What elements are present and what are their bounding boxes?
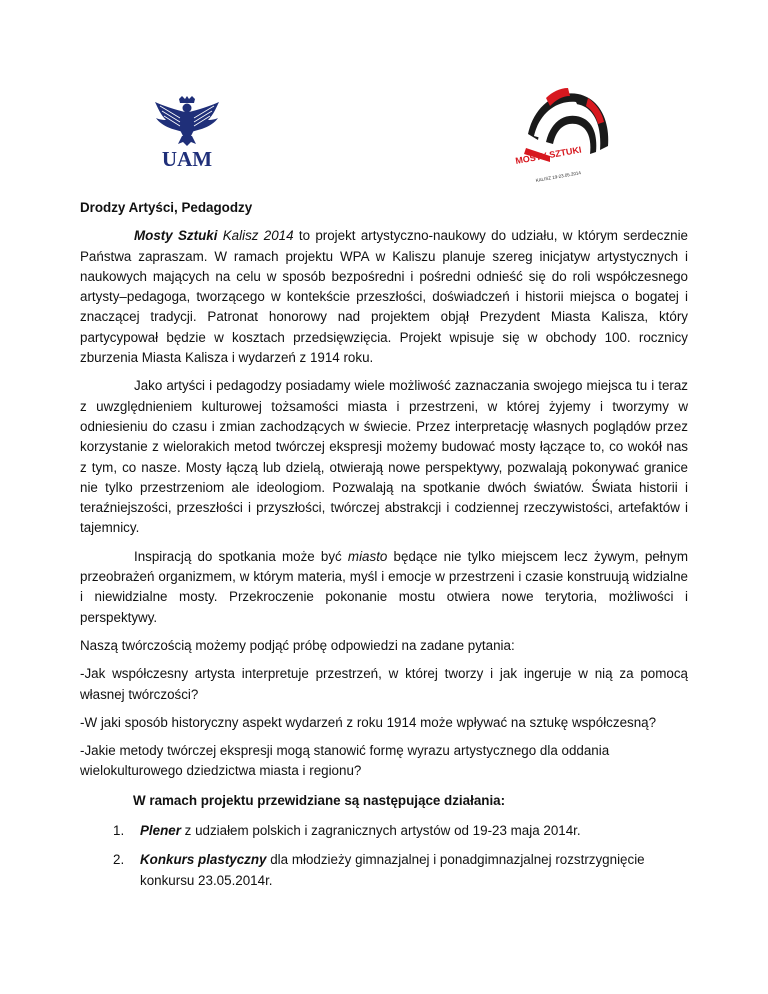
list-item-text: dla młodzieży gimnazjalnej i ponadgimnazjalnej rozstrzygnięcie konkursu 23.05.2014r. bbox=[140, 852, 645, 888]
inspiration-italic-word: miasto bbox=[347, 548, 388, 564]
actions-heading: W ramach projektu przewidziane są następujące działania: bbox=[133, 792, 506, 808]
inspiration-text-before: Inspiracją do spotkania może być bbox=[134, 548, 348, 564]
paragraph-questions-intro: Naszą twórczością możemy podjąć próbę odpowiedzi na zadane pytania: bbox=[80, 637, 515, 653]
list-item-text: z udziałem polskich i zagranicznych artystów od 19-23 maja 2014r. bbox=[180, 823, 581, 839]
question-1: -Jak współczesny artysta interpretuje przestrzeń, w której tworzy i jak ingeruje w nią za pomocą własnej twórczości? bbox=[80, 666, 688, 702]
paragraph-intro bbox=[80, 226, 688, 368]
project-title: Mosty Sztuki bbox=[134, 228, 218, 244]
list-item-bold: Konkurs plastyczny bbox=[140, 852, 267, 868]
question-2: -W jaki sposób historyczny aspekt wydarzeń z roku 1914 może wpływać na sztukę współczesną? bbox=[80, 714, 657, 730]
actions-list bbox=[80, 821, 688, 891]
mosty-sztuki-logo bbox=[506, 84, 618, 190]
uam-eagle-logo bbox=[152, 96, 222, 168]
list-item-bold: Plener bbox=[140, 823, 181, 839]
list-item-number: 1. bbox=[113, 823, 125, 839]
uam-logo-text: UAM bbox=[161, 147, 213, 168]
letter-body bbox=[80, 198, 688, 900]
list-item bbox=[80, 821, 688, 841]
greeting: Drodzy Artyści, Pedagodzy bbox=[80, 200, 253, 215]
list-item-number: 2. bbox=[113, 852, 125, 868]
mosty-logo-subtext: KALISZ 19-23.05.2014 bbox=[535, 170, 582, 183]
inspiration-text-after: będące nie tylko miejscem lecz żywym, pełnym przeobrażeń organizmem, w którym materia, myśl i emocje w przestrzeni i czasie konstruują widzialne i niewidzialne mosty. Przekroczenie pokonanie mostu otwiera nowe terytoria, możliwości i perspektywy. bbox=[80, 548, 688, 625]
mosty-logo-text: MOSTY SZTUKI bbox=[514, 144, 583, 166]
project-subtitle: Kalisz 2014 bbox=[222, 228, 294, 244]
paragraph-intro-text: to projekt artystyczno-naukowy do udziału, w którym serdecznie Państwa zapraszam. W ramach projektu WPA w Kaliszu planuje szereg inicjatyw artystycznych i naukowych mających na celu w sposób bezpośredni i pośredni odnieść się do roli współczesnego artysty–pedagoga, tworzącego w kontekście przeszłości, doświadczeń i historii miejsca o bogatej i znaczącej tradycji. Patronat honorowy nad projektem objął Prezydent Miasta Kalisza, który partycypował będzie w kosztach przedsięwzięcia. Projekt wpisuje się w obchody 100. rocznicy zburzenia Miasta Kalisza i wydarzeń z 1914 roku. bbox=[80, 228, 689, 366]
paragraph-artists: Jako artyści i pedagodzy posiadamy wiele możliwość zaznaczania swojego miejsca tu i teraz z uwzględnieniem kulturowej tożsamości miasta i przestrzeni, w której żyjemy i tworzymy w odniesieniu do czasu i zmian zachodzących w świecie. Przez interpretację własnych poglądów przez korzystanie z wielorakich metod twórczej ekspresji możemy budować mosty łączące to, co wokół nas z tym, co nasze. Mosty łączą lub dzielą, otwierają nowe perspektywy, pozwalają pokonywać granice nie tylko przestrzeniom ale ideologiom. Pozwalają na spotkanie dwóch światów. Świata historii i teraźniejszości, przeszłości i przyszłości, twórczej abstrakcji i codziennej rzeczywistości, artefaktów i tajemnicy. bbox=[80, 378, 688, 536]
question-3: -Jakie metody twórczej ekspresji mogą stanowić formę wyrazu artystycznego dla oddania wielokulturowego dziedzictwa miasta i regionu? bbox=[80, 743, 610, 779]
paragraph-inspiration bbox=[80, 547, 688, 628]
list-item bbox=[80, 850, 688, 891]
